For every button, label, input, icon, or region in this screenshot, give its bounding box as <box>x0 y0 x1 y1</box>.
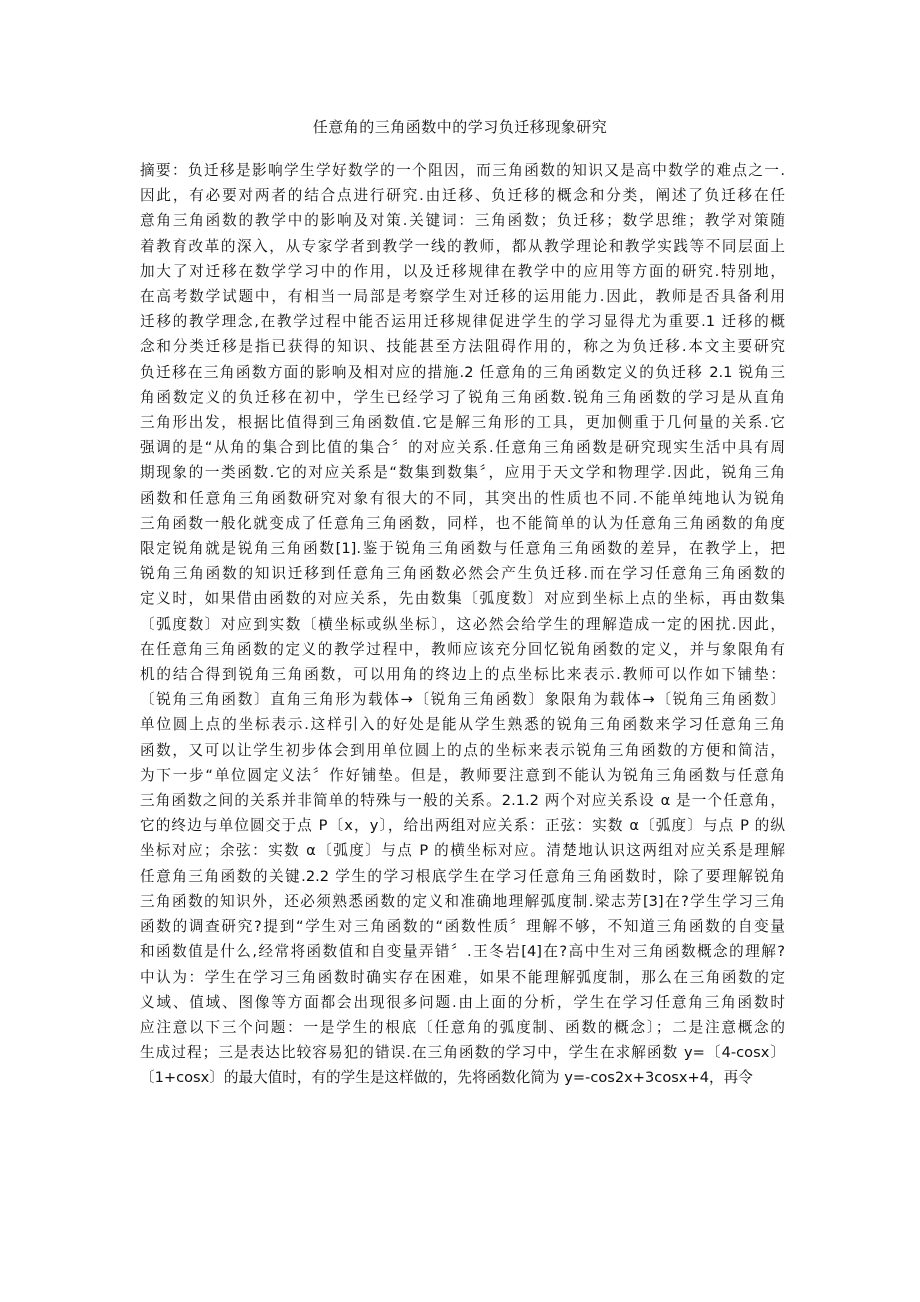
body-line: 中认为：学生在学习三角函数时确实存在困难，如果不能理解弧度制，那么在三角函数的定 <box>140 968 785 986</box>
body-line: 迁移的教学理念,在教学过程中能否运用迁移规律促进学生的学习显得尤为重要.1 迁移的概 <box>140 313 785 331</box>
body-line: 机的结合得到锐角三角函数，可以用角的终边上的点坐标比来表示.教师可以作如下铺垫： <box>140 666 785 684</box>
document-body <box>140 158 785 1091</box>
body-line: 〔1+cosx〕的最大值时，有的学生是这样做的，先将函数化简为 y=-cos2x+3cosx+4，再令 <box>140 1069 753 1087</box>
body-line: 念和分类迁移是指已获得的知识、技能甚至方法阻碍作用的，称之为负迁移.本文主要研究 <box>140 338 785 356</box>
body-line: 为下一步“单位圆定义法〞作好铺垫。但是，教师要注意到不能认为锐角三角函数与任意角 <box>140 766 785 784</box>
body-line: 强调的是“从角的集合到比值的集合〞的对应关系.任意角三角函数是研究现实生活中具有周 <box>140 439 785 457</box>
body-line: 在高考数学试题中，有相当一局部是考察学生对迁移的运用能力.因此，教师是否具备利用 <box>140 288 785 306</box>
body-line: 角函数定义的负迁移在初中，学生已经学习了锐角三角函数.锐角三角函数的学习是从直角 <box>140 388 785 406</box>
body-line: 负迁移在三角函数方面的影响及相对应的措施.2 任意角的三角函数定义的负迁移 2.1 锐角三 <box>140 363 785 381</box>
body-line: 锐角三角函数的知识迁移到任意角三角函数必然会产生负迁移.而在学习任意角三角函数的 <box>140 565 785 583</box>
body-line: 生成过程；三是表达比较容易犯的错误.在三角函数的学习中，学生在求解函数 y=〔4-cosx〕 <box>140 1044 785 1062</box>
body-line: 意角三角函数的教学中的影响及对策.关键词：三角函数；负迁移；数学思维；教学对策随 <box>140 212 785 230</box>
body-line: 函数的调查研究?提到“学生对三角函数的“函数性质〞理解不够，不知道三角函数的自变量 <box>140 918 785 936</box>
body-line: 它的终边与单位圆交于点 P〔x，y〕，给出两组对应关系：正弦：实数 α〔弧度〕与点 P 的纵 <box>140 817 785 835</box>
body-line: 三角函数的知识外，还必须熟悉函数的定义和准确地理解弧度制.梁志芳[3]在?学生学习三角 <box>140 892 785 910</box>
document-title: 任意角的三角函数中的学习负迁移现象研究 <box>312 118 608 136</box>
body-line: 任意角三角函数的关键.2.2 学生的学习根底学生在学习任意角三角函数时，除了要理解锐角 <box>140 867 785 885</box>
body-line: 函数，又可以让学生初步体会到用单位圆上的点的坐标来表示锐角三角函数的方便和简洁， <box>140 741 785 759</box>
body-line: 限定锐角就是锐角三角函数[1].鉴于锐角三角函数与任意角三角函数的差异，在教学上，把 <box>140 540 785 558</box>
body-line: 期现象的一类函数.它的对应关系是“数集到数集〞，应用于天文学和物理学.因此，锐角三角 <box>140 464 785 482</box>
body-line: 〔锐角三角函数〕直角三角形为载体→〔锐角三角函数〕象限角为载体→〔锐角三角函数〕 <box>140 691 785 709</box>
body-line: 单位圆上点的坐标表示.这样引入的好处是能从学生熟悉的锐角三角函数来学习任意角三角 <box>140 716 785 734</box>
body-line: 函数和任意角三角函数研究对象有很大的不同，其突出的性质也不同.不能单纯地认为锐角 <box>140 489 785 507</box>
body-line: 三角形出发，根据比值得到三角函数值.它是解三角形的工具，更加侧重于几何量的关系.它 <box>140 414 785 432</box>
body-line: 应注意以下三个问题：一是学生的根底〔任意角的弧度制、函数的概念〕；二是注意概念的 <box>140 1018 785 1036</box>
body-line: 在任意角三角函数的定义的教学过程中，教师应该充分回忆锐角函数的定义，并与象限角有 <box>140 640 785 658</box>
body-line: 加大了对迁移在数学学习中的作用，以及迁移规律在教学中的应用等方面的研究.特别地， <box>140 262 785 280</box>
body-line: 和函数值是什么,经常将函数值和自变量弄错〞.王冬岩[4]在?高中生对三角函数概念的理解? <box>140 943 785 961</box>
body-line: 坐标对应；余弦：实数 α〔弧度〕与点 P 的横坐标对应。清楚地认识这两组对应关系是理解 <box>140 842 785 860</box>
body-line: 着教育改革的深入，从专家学者到教学一线的教师，都从教学理论和教学实践等不同层面上 <box>140 237 785 255</box>
body-line: 〔弧度数〕对应到实数〔横坐标或纵坐标〕，这必然会给学生的理解造成一定的困扰.因此， <box>140 615 785 633</box>
body-line: 定义时，如果借由函数的对应关系，先由数集〔弧度数〕对应到坐标上点的坐标，再由数集 <box>140 590 785 608</box>
body-line: 三角函数之间的关系并非简单的特殊与一般的关系。2.1.2 两个对应关系设 α 是一个任意角， <box>140 792 785 810</box>
body-line: 因此，有必要对两者的结合点进行研究.由迁移、负迁移的概念和分类，阐述了负迁移在任 <box>140 187 785 205</box>
body-line: 义域、值域、图像等方面都会出现很多问题.由上面的分析，学生在学习任意角三角函数时 <box>140 993 785 1011</box>
body-line: 三角函数一般化就变成了任意角三角函数，同样，也不能简单的认为任意角三角函数的角度 <box>140 514 785 532</box>
body-line: 摘要：负迁移是影响学生学好数学的一个阻因，而三角函数的知识又是高中数学的难点之一. <box>140 162 785 179</box>
